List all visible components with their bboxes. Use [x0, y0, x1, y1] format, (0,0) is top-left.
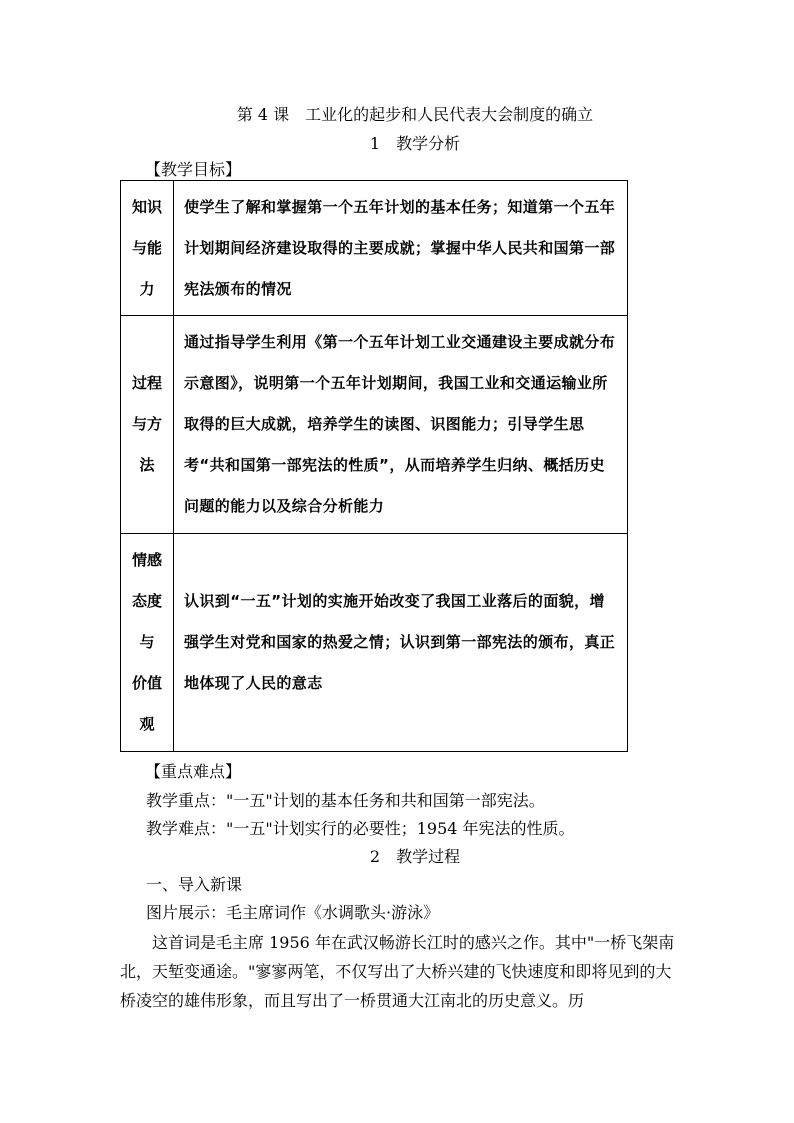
table-row [121, 316, 628, 534]
category-line: 与能 [131, 238, 162, 257]
category-cell [121, 181, 174, 316]
objective-text: 通过指导学生利用《第一个五年计划工业交通建设主要成就分布示意图》，说明第一个五年计划期间，我国工业和交通运输业所取得的巨大成就，培养学生的读图、识图能力；引导学生思考“共和国第一部宪法的性质”，从而培养学生归纳、概括历史问题的能力以及综合分析能力 [174, 316, 628, 534]
category-line: 法 [139, 456, 155, 474]
image-show-line: 图片展示：毛主席词作《水调歌头·游泳》 [146, 903, 440, 922]
category-line: 力 [139, 279, 155, 298]
category-line: 情感 [131, 551, 162, 569]
category-line: 价值 [131, 674, 162, 692]
teaching-focus: 教学重点："一五"计划的基本任务和共和国第一部宪法。 [146, 791, 545, 810]
objectives-label: 【教学目标】 [145, 160, 242, 179]
section-teaching-analysis: 1 教学分析 [369, 134, 461, 153]
table-row [121, 534, 628, 752]
category-line: 过程 [131, 374, 162, 392]
category-cell [121, 316, 174, 534]
category-cell [121, 534, 174, 752]
category-line: 与方 [131, 415, 162, 433]
intro-heading: 一、导入新课 [146, 875, 243, 894]
intro-paragraph: 这首词是毛主席 1956 年在武汉畅游长江时的感兴之作。其中"一桥飞架南北，天堑变通途。"寥寥两笔，不仅写出了大桥兴建的飞快速度和即将见到的大桥凌空的雄伟形象，而且写出了一桥贯通大江南北的历史意义。历 [120, 933, 675, 1010]
category-line: 与 [139, 633, 155, 651]
objectives-table [120, 180, 628, 752]
table-row [121, 181, 628, 316]
category-line: 态度 [131, 592, 162, 610]
category-line: 观 [139, 715, 155, 733]
teaching-difficulty: 教学难点："一五"计划实行的必要性；1954 年宪法的性质。 [146, 819, 575, 838]
objective-text: 认识到“一五”计划的实施开始改变了我国工业落后的面貌，增强学生对党和国家的热爱之情；认识到第一部宪法的颁布，真正地体现了人民的意志 [174, 534, 628, 752]
section-teaching-process: 2 教学过程 [369, 847, 461, 866]
key-points-label: 【重点难点】 [145, 762, 242, 781]
lesson-title: 第 4 课 工业化的起步和人民代表大会制度的确立 [236, 105, 594, 124]
objective-text: 使学生了解和掌握第一个五年计划的基本任务；知道第一个五年计划期间经济建设取得的主要成就；掌握中华人民共和国第一部宪法颁布的情况 [174, 181, 628, 316]
category-line: 知识 [131, 197, 162, 216]
